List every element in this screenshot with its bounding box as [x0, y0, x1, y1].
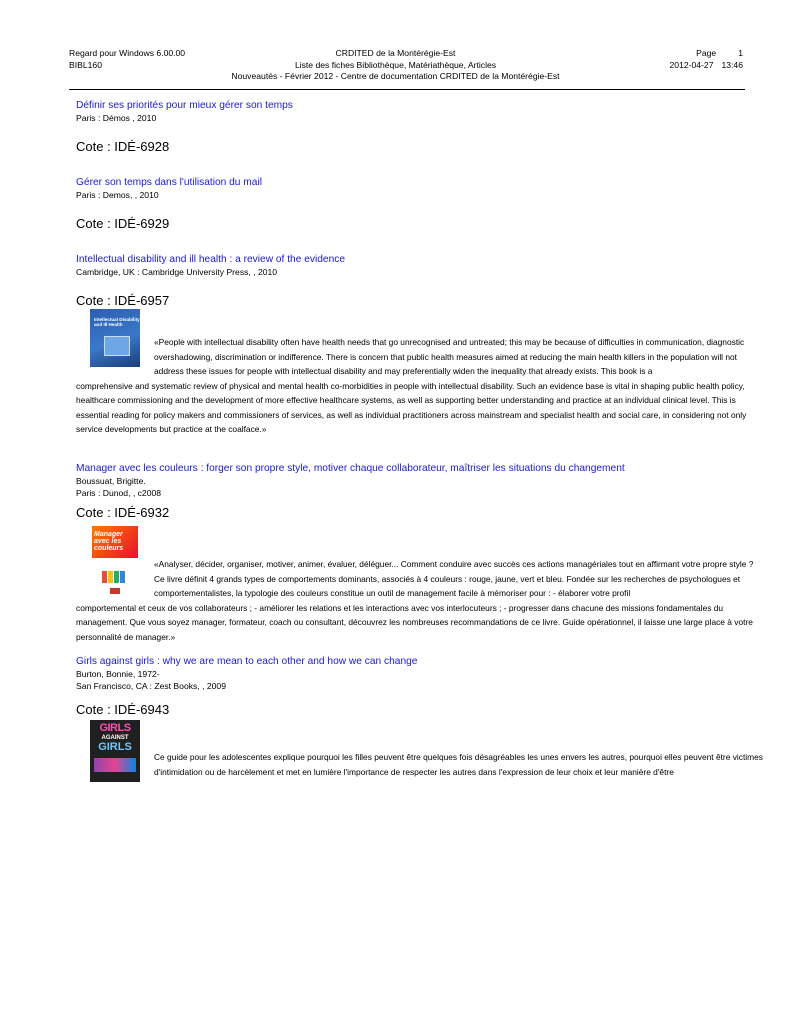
- entry-cote: Cote : IDÉ-6943: [76, 702, 170, 717]
- report-subtitle: Nouveautés - Février 2012 - Centre de documentation CRDITED de la Montérégie-Est: [231, 71, 560, 81]
- cover-title-middle: AGAINST: [101, 735, 129, 741]
- entry-description: [76, 557, 766, 644]
- entry-cote: Cote : IDÉ-6957: [76, 293, 170, 308]
- catalog-entry: [76, 100, 766, 155]
- entry-publisher: Paris : Demos, , 2010: [76, 190, 159, 200]
- cover-title-top: GIRLS: [99, 722, 131, 734]
- catalog-entry: [76, 177, 766, 232]
- entry-publisher: Paris : Démos , 2010: [76, 113, 157, 123]
- description-continued: comprehensive and systematic review of physical and mental health co-morbidities in people with intellectual disability. Such an evidence base is vital in shaping public health policy, healthcare commissioning and the development of more effective healthcare systems, as well as supporting better understanding and practice at an individual clinical level. This is essential reading for policy makers and commissioners of services, as well as individual practitioners across mainstream and specialist health and social care, in considering not only service developments but practice at the coalface.»: [76, 380, 747, 434]
- header-right: [670, 48, 743, 71]
- description-continued: comportemental et ceux de vos collaborateurs ; - améliorer les relations et les interactions avec vos interlocuteurs ; - progresser dans chacune des missions fondamentales du management. Que vous soyez manager, formateur, coach ou consultant, découvrez les nombreuses recommandations de ce livre. Guide opérationnel, il laisse une large place à votre personnalité de manager.»: [76, 602, 753, 642]
- entry-publisher: Paris : Dunod, , c2008: [76, 488, 162, 498]
- entry-title-link[interactable]: Gérer son temps dans l'utilisation du mail: [76, 177, 262, 188]
- organization-name: CRDITED de la Montérégie-Est: [335, 48, 456, 58]
- page-label: Page: [696, 48, 717, 58]
- description-indented: Ce guide pour les adolescentes explique pourquoi les filles peuvent être quelques fois désagréables les unes envers les autres, pourquoi elles peuvent être victimes d'intimidation ou de harcèlement et met en lumière l'importance de respecter les autres dans l'expression de leur choix et leur manière d'être: [154, 752, 763, 777]
- catalog-entry: [76, 254, 766, 309]
- entry-cote: Cote : IDÉ-6928: [76, 139, 170, 154]
- entry-author: Boussuat, Brigitte.: [76, 476, 146, 486]
- catalog-entry: [76, 656, 766, 718]
- entry-publisher: Cambridge, UK : Cambridge University Press, , 2010: [76, 267, 278, 277]
- report-date: 2012-04-27: [669, 59, 714, 70]
- entry-description: [76, 335, 766, 437]
- page-number: 1: [738, 48, 743, 58]
- cover-title-bottom: GIRLS: [98, 741, 132, 753]
- description-indented: «People with intellectual disability often have health needs that go unrecognised and untreated; this may be because of difficulties in communication, diagnostic overshadowing, discrimination or indifference. There is concern that public health measures aimed at reducing the main health killers in the population will not address these issues for people with intellectual disability and may preferentially widen the inequality that already exists. This book is a: [154, 337, 745, 376]
- entry-description: [76, 750, 766, 779]
- entry-author: Burton, Bonnie, 1972-: [76, 669, 160, 679]
- catalog-entry: [76, 463, 766, 521]
- cover-title: Manager avec les couleurs: [94, 531, 124, 552]
- report-header: [0, 48, 791, 88]
- description-indented: «Analyser, décider, organiser, motiver, animer, évaluer, déléguer... Comment conduire avec succès ces actions managériales tout en affirmant votre propre style ? Ce livre définit 4 grands types de comportements dominants, associés à 4 couleurs : rouge, jaune, vert et bleu. Fondée sur les recherches de psychologues et comportementalistes, la typologie des couleurs constitue un outil de management facile à mémoriser pour : - élaborer votre profil: [154, 559, 754, 598]
- report-name: Liste des fiches Bibliothèque, Matériathèque, Articles: [294, 59, 497, 70]
- report-code: BIBL160: [69, 59, 102, 70]
- app-version: Regard pour Windows 6.00.00: [69, 48, 186, 58]
- entry-cote: Cote : IDÉ-6932: [76, 505, 170, 520]
- entry-title-link[interactable]: Intellectual disability and ill health : a review of the evidence: [76, 254, 345, 265]
- entry-title-link[interactable]: Girls against girls : why we are mean to each other and how we can change: [76, 656, 418, 667]
- entry-cote: Cote : IDÉ-6929: [76, 216, 170, 231]
- entry-title-link[interactable]: Définir ses priorités pour mieux gérer son temps: [76, 100, 293, 111]
- cover-title: Intellectual Disability and Ill Health: [94, 317, 140, 327]
- header-divider: [69, 89, 745, 90]
- entry-title-link[interactable]: Manager avec les couleurs : forger son propre style, motiver chaque collaborateur, maîtriser les situations du changement: [76, 463, 625, 474]
- report-time: 13:46: [721, 59, 743, 70]
- entry-publisher: San Francisco, CA : Zest Books, , 2009: [76, 681, 226, 691]
